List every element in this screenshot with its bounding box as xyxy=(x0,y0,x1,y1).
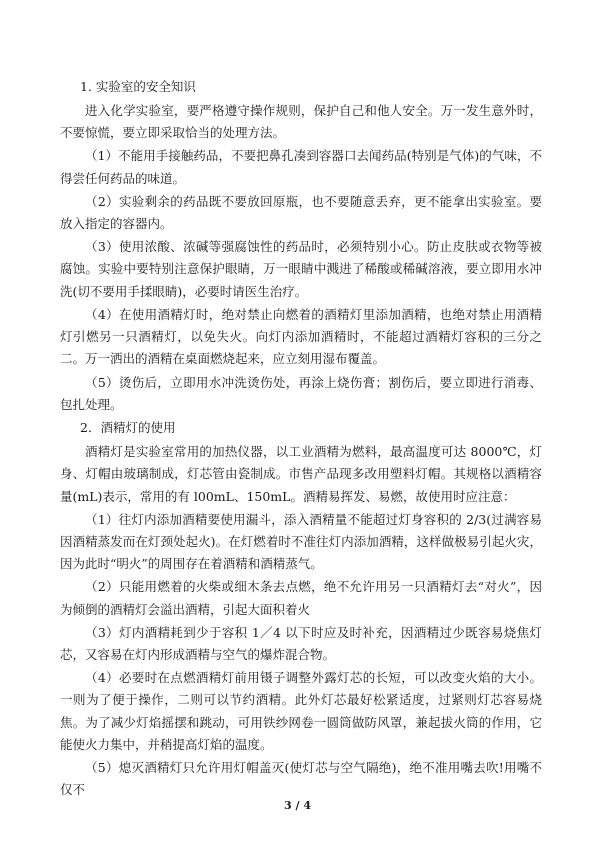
page-content xyxy=(60,76,542,802)
page-number: 3 / 4 xyxy=(284,799,311,812)
paragraph: （1）不能用手接触药品，不要把鼻孔凑到容器口去闻药品(特别是气体)的气味，不得尝任何药品的味道。 xyxy=(60,148,542,186)
section-heading: 2．酒精灯的使用 xyxy=(80,419,176,435)
paragraph: （4）必要时在点燃酒精灯前用镊子调整外露灯芯的长短，可以改变火焰的大小。一则为了便于操作，二则可以节约酒精。此外灯芯最好松紧适度，过紧则灯芯容易烧焦。为了减少灯焰摇摆和跳动，可用铁纱网卷一圆筒做防风罩，兼起拔火筒的作用，它能使火力集中，并稍提高灯焰的温度。 xyxy=(60,670,542,752)
paragraph: 进入化学实验室，要严格遵守操作规则，保护自己和他人安全。万一发生意外时，不要惊慌，要立即采取恰当的处理方法。 xyxy=(60,103,542,141)
section-alcohol-lamp xyxy=(60,417,542,802)
paragraph: （3）使用浓酸、浓碱等强腐蚀性的药品时，必须特别小心。防止皮肤或衣物等被腐蚀。实验中要特别注意保护眼睛，万一眼睛中溅进了稀酸或稀碱溶液，要立即用水冲洗(切不要用手揉眼睛)，必要时请医生治疗。 xyxy=(60,239,542,299)
paragraph: （5）烫伤后，立即用水冲洗烫伤处，再涂上烧伤膏；割伤后，要立即进行消毒、包扎处理。 xyxy=(60,374,542,412)
paragraph: （4）在使用酒精灯时，绝对禁止向燃着的酒精灯里添加酒精，也绝对禁止用酒精灯引燃另一只酒精灯，以免失火。向灯内添加酒精时，不能超过酒精灯容积的三分之二。万一洒出的酒精在桌面燃烧起来，应立刻用湿布覆盖。 xyxy=(60,306,542,367)
paragraph: （3）灯内酒精耗到少于容积 1／4 以下时应及时补充，因酒精过少既容易烧焦灯芯，又容易在灯内形成酒精与空气的爆炸混合物。 xyxy=(60,624,542,662)
paragraph: （1）往灯内添加酒精要使用漏斗，添入酒精量不能超过灯身容积的 2/3(过满容易因酒精蒸发而在灯颈处起火)。在灯燃着时不准往灯内添加酒精，这样做极易引起火灾，因为此时“明火”的周围存在着酒精和酒精蒸气。 xyxy=(60,511,542,572)
paragraph: （2）实验剩余的药品既不要放回原瓶，也不要随意丢弃，更不能拿出实验室。要放入指定的容器内。 xyxy=(60,193,542,232)
paragraph: （5）熄灭酒精灯只允许用灯帽盖灭(使灯芯与空气隔绝)，绝不准用嘴去吹!用嘴不仅不 xyxy=(60,760,542,798)
section-heading: 1. 实验室的安全知识 xyxy=(80,79,196,94)
paragraph: （2）只能用燃着的火柴或细木条去点燃，绝不允许用另一只酒精灯去“对火”，因为倾倒的酒精灯会溢出酒精，引起大面积着火 xyxy=(60,579,542,617)
section-lab-safety xyxy=(60,76,542,416)
paragraph: 酒精灯是实验室常用的加热仪器，以工业酒精为燃料，最高温度可达 8000℃，灯身、灯帽由玻璃制成，灯芯管由瓷制成。市售产品现多改用塑料灯帽。其规格以酒精容量(mL)表示，常用的有 l00mL、150mL。酒精易挥发、易燃，故使用时应注意： xyxy=(60,443,542,504)
